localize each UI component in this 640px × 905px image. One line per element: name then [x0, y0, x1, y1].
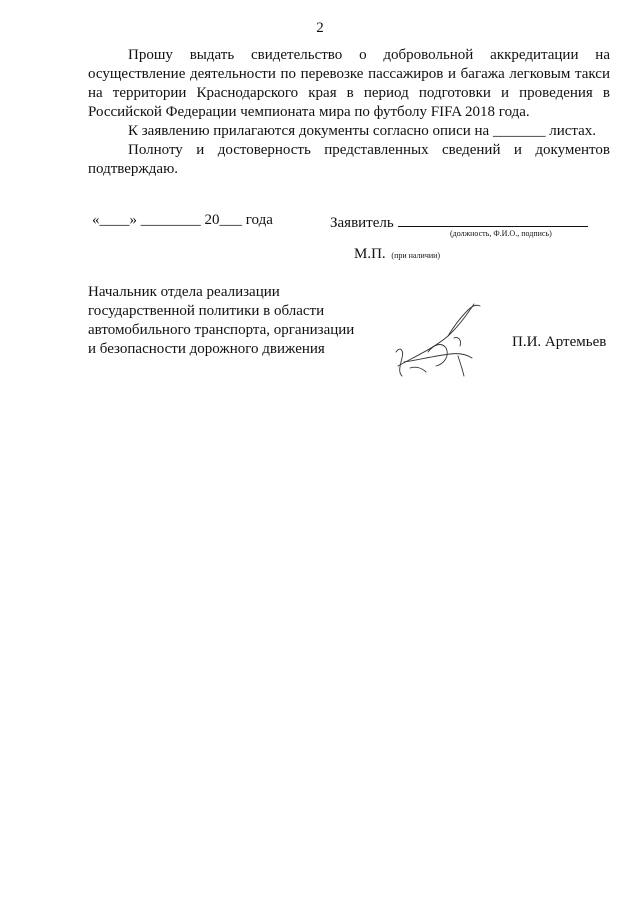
signatory-name: П.И. Артемьев — [512, 334, 607, 350]
signatory-title-line: Начальник отдела реализации — [88, 284, 280, 300]
application-body — [88, 46, 610, 179]
date-line: «____» ________ 20___ года — [92, 212, 273, 228]
applicant-signature-line — [398, 212, 588, 227]
signatory-title-line: и безопасности дорожного движения — [88, 341, 325, 357]
stamp-hint: (при наличии) — [391, 251, 441, 260]
page-number: 2 — [316, 20, 324, 36]
applicant-label: Заявитель — [330, 215, 394, 231]
stamp-block — [354, 246, 440, 263]
signatory-title-line: государственной политики в области — [88, 303, 325, 319]
confirmation-paragraph: Полноту и достоверность представленных сведений и документов подтверждаю. — [88, 142, 610, 177]
attachments-paragraph: К заявлению прилагаются документы согласно описи на _______ листах. — [128, 123, 597, 139]
applicant-hint: (должность, Ф.И.О., подпись) — [450, 229, 552, 238]
stamp-label: М.П. — [354, 246, 386, 262]
signatory-title-line: автомобильного транспорта, организации — [88, 322, 355, 338]
signatory-title — [88, 283, 378, 359]
request-paragraph: Прошу выдать свидетельство о добровольной аккредитации на осуществление деятельности по перевозке пассажиров и багажа легковым такси на территории Краснодарского края в период подготовки и проведения в Российской Федерации чемпионата мира по футболу FIFA 2018 года. — [88, 47, 610, 120]
handwritten-signature — [388, 296, 488, 380]
